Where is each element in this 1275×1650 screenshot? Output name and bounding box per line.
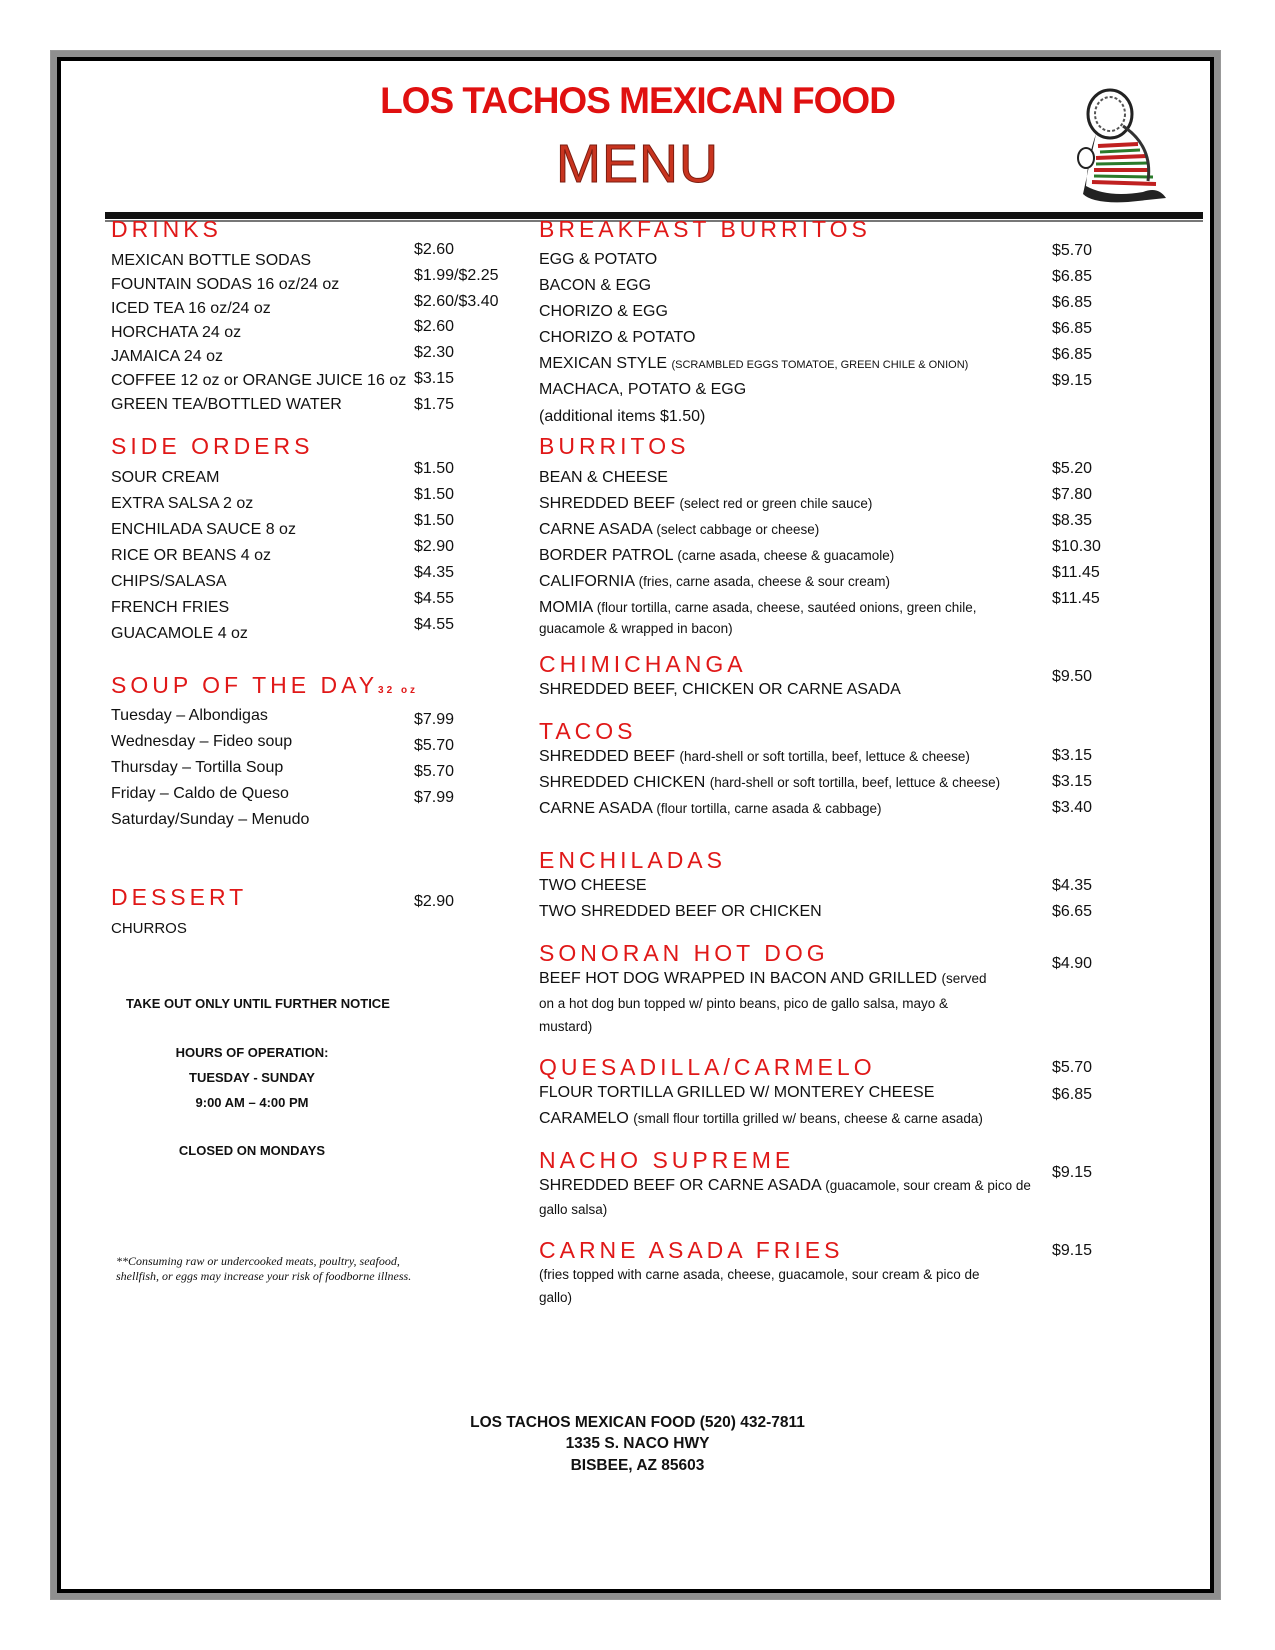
drink-item-name: COFFEE 12 oz or ORANGE JUICE 16 oz bbox=[111, 372, 407, 389]
carne-fries-desc-text: gallo) bbox=[539, 1290, 573, 1305]
burrito-item-name bbox=[539, 521, 819, 539]
nacho-item-name bbox=[539, 1177, 1031, 1195]
taco-item-desc: (flour tortilla, carne asada & cabbage) bbox=[656, 801, 882, 816]
drink-item-name: FOUNTAIN SODAS 16 oz/24 oz bbox=[111, 276, 340, 293]
burrito-item-price: $7.80 bbox=[1052, 486, 1093, 503]
carne-fries-heading: CARNE ASADA FRIES bbox=[539, 1237, 844, 1263]
burrito-item-title: BORDER PATROL bbox=[539, 547, 673, 564]
nacho-item-title: SHREDDED BEEF OR CARNE ASADA bbox=[539, 1177, 821, 1194]
breakfast-item-price: $5.70 bbox=[1052, 242, 1093, 259]
drink-item-price: $2.60/$3.40 bbox=[414, 293, 499, 310]
breakfast-item-title: MEXICAN STYLE bbox=[539, 355, 668, 372]
enchiladas-heading: ENCHILADAS bbox=[539, 847, 726, 873]
burrito-item-name bbox=[539, 547, 894, 565]
hot-dog-item-desc: on a hot dog bun topped w/ pinto beans, pico de gallo salsa, mayo & bbox=[539, 996, 949, 1011]
soup-item-price: $5.70 bbox=[414, 763, 455, 780]
closed-notice: CLOSED ON MONDAYS bbox=[178, 1143, 326, 1158]
tacos-heading: TACOS bbox=[539, 718, 637, 744]
drink-item-price: $3.15 bbox=[414, 370, 455, 387]
takeout-notice: TAKE OUT ONLY UNTIL FURTHER NOTICE bbox=[126, 996, 390, 1011]
nacho-item-desc: gallo salsa) bbox=[539, 1202, 608, 1217]
drink-item-price: $1.99/$2.25 bbox=[414, 267, 499, 284]
drink-item-name: GREEN TEA/BOTTLED WATER bbox=[111, 396, 342, 413]
soup-item-name: Tuesday – Albondigas bbox=[111, 707, 268, 724]
breakfast-item-name: CHORIZO & POTATO bbox=[539, 329, 696, 346]
burrito-item-price: $11.45 bbox=[1052, 590, 1100, 607]
hot-dog-item-desc-cont bbox=[539, 995, 948, 1013]
footer-address: 1335 S. NACO HWY bbox=[565, 1435, 710, 1452]
burrito-item-desc: (flour tortilla, carne asada, cheese, sautéed onions, green chile, bbox=[596, 600, 977, 615]
side-item-name: GUACAMOLE 4 oz bbox=[111, 625, 248, 642]
quesadilla-item-price: $6.85 bbox=[1052, 1086, 1093, 1103]
quesadilla-heading: QUESADILLA/CARMELO bbox=[539, 1054, 876, 1080]
breakfast-note: (additional items $1.50) bbox=[539, 408, 706, 425]
side-item-price: $1.50 bbox=[414, 460, 455, 477]
chimichanga-item-name: SHREDDED BEEF, CHICKEN OR CARNE ASADA bbox=[539, 681, 901, 698]
breakfast-item-name: CHORIZO & EGG bbox=[539, 303, 668, 320]
carne-fries-desc bbox=[539, 1266, 980, 1284]
quesadilla-item-name bbox=[539, 1110, 983, 1128]
hours-title: HOURS OF OPERATION: bbox=[175, 1045, 329, 1060]
burrito-item-name: BEAN & CHEESE bbox=[539, 469, 668, 486]
burrito-item-desc: (fries, carne asada, cheese & sour cream) bbox=[638, 574, 890, 589]
chimichanga-heading: CHIMICHANGA bbox=[539, 651, 747, 677]
burrito-item-name bbox=[539, 599, 977, 617]
side-item-price: $4.55 bbox=[414, 590, 455, 607]
hours-time: 9:00 AM – 4:00 PM bbox=[195, 1095, 309, 1110]
soup-item-name: Thursday – Tortilla Soup bbox=[111, 759, 284, 776]
drink-item-name: HORCHATA 24 oz bbox=[111, 324, 242, 341]
side-item-price: $1.50 bbox=[414, 486, 455, 503]
burrito-item-price: $5.20 bbox=[1052, 460, 1093, 477]
burrito-item-title: MOMIA bbox=[539, 599, 593, 616]
burrito-item-title: SHREDDED BEEF bbox=[539, 495, 676, 512]
breakfast-item-name: MACHACA, POTATO & EGG bbox=[539, 381, 747, 398]
nacho-item-desc: (guacamole, sour cream & pico de bbox=[825, 1178, 1031, 1193]
side-item-price: $4.55 bbox=[414, 616, 455, 633]
breakfast-item-name: EGG & POTATO bbox=[539, 251, 658, 268]
side-item-price: $1.50 bbox=[414, 512, 455, 529]
taco-item-price: $3.40 bbox=[1052, 799, 1093, 816]
side-item-name: SOUR CREAM bbox=[111, 469, 220, 486]
taco-item-desc: (hard-shell or soft tortilla, beef, lettuce & cheese) bbox=[709, 775, 1001, 790]
drink-item-price: $1.75 bbox=[414, 396, 455, 413]
breakfast-item-price: $9.15 bbox=[1052, 372, 1093, 389]
soup-item-price: $5.70 bbox=[414, 737, 455, 754]
burritos-heading: BURRITOS bbox=[539, 433, 690, 459]
dessert-heading: DESSERT bbox=[111, 884, 248, 910]
dessert-item-name: CHURROS bbox=[111, 920, 187, 937]
enchilada-item-price: $4.35 bbox=[1052, 877, 1093, 894]
soup-heading bbox=[111, 672, 418, 699]
burrito-item-title: CALIFORNIA bbox=[539, 573, 635, 590]
taco-item-price: $3.15 bbox=[1052, 773, 1093, 790]
soup-item-price: $7.99 bbox=[414, 711, 455, 728]
taco-item-title: SHREDDED CHICKEN bbox=[539, 774, 706, 791]
drink-item-price: $2.60 bbox=[414, 241, 455, 258]
breakfast-item-price: $6.85 bbox=[1052, 320, 1093, 337]
soup-item-price: $7.99 bbox=[414, 789, 455, 806]
hot-dog-item-desc-cont bbox=[539, 1018, 592, 1036]
taco-item-title: SHREDDED BEEF bbox=[539, 748, 676, 765]
hot-dog-item-price: $4.90 bbox=[1052, 955, 1093, 972]
nacho-item-price: $9.15 bbox=[1052, 1164, 1093, 1181]
drinks-heading: DRINKS bbox=[111, 216, 222, 242]
breakfast-item-desc: (SCRAMBLED EGGS TOMATOE, GREEN CHILE & ONION) bbox=[671, 359, 969, 371]
burrito-item-desc-cont bbox=[539, 620, 733, 638]
footer-city: BISBEE, AZ 85603 bbox=[570, 1457, 705, 1474]
hot-dog-item-name bbox=[539, 970, 986, 988]
nacho-item-desc-cont bbox=[539, 1201, 607, 1219]
menu-title: MENU bbox=[556, 134, 719, 194]
taco-item-name bbox=[539, 800, 882, 818]
enchilada-item-name: TWO SHREDDED BEEF OR CHICKEN bbox=[539, 903, 822, 920]
burrito-item-price: $11.45 bbox=[1052, 564, 1100, 581]
enchilada-item-name: TWO CHEESE bbox=[539, 877, 647, 894]
side-item-name: RICE OR BEANS 4 oz bbox=[111, 547, 272, 564]
drink-item-price: $2.60 bbox=[414, 318, 455, 335]
breakfast-item-name: BACON & EGG bbox=[539, 277, 652, 294]
chimichanga-item-price: $9.50 bbox=[1052, 668, 1093, 685]
breakfast-item-price: $6.85 bbox=[1052, 346, 1093, 363]
burrito-item-desc: (select cabbage or cheese) bbox=[656, 522, 820, 537]
side-item-price: $4.35 bbox=[414, 564, 455, 581]
nacho-heading: NACHO SUPREME bbox=[539, 1147, 795, 1173]
quesadilla-item-desc: (small flour tortilla grilled w/ beans, cheese & carne asada) bbox=[633, 1111, 983, 1126]
side-item-name: ENCHILADA SAUCE 8 oz bbox=[111, 521, 296, 538]
hot-dog-item-title: BEEF HOT DOG WRAPPED IN BACON AND GRILLED bbox=[539, 970, 937, 987]
taco-item-name bbox=[539, 774, 1000, 792]
footer-phone: LOS TACHOS MEXICAN FOOD (520) 432-7811 bbox=[470, 1414, 805, 1431]
taco-item-price: $3.15 bbox=[1052, 747, 1093, 764]
food-safety-warning: **Consuming raw or undercooked meats, poultry, seafood, shellfish, or eggs may increase your risk of foodborne illness. bbox=[116, 1254, 412, 1283]
side-item-name: FRENCH FRIES bbox=[111, 599, 230, 616]
breakfast-item-price: $6.85 bbox=[1052, 294, 1093, 311]
burrito-item-price: $10.30 bbox=[1052, 538, 1101, 555]
burrito-item-price: $8.35 bbox=[1052, 512, 1093, 529]
burrito-item-desc: (carne asada, cheese & guacamole) bbox=[677, 548, 895, 563]
hot-dog-heading: SONORAN HOT DOG bbox=[539, 940, 829, 966]
drink-item-name: ICED TEA 16 oz/24 oz bbox=[111, 300, 271, 317]
carne-fries-desc-cont bbox=[539, 1289, 572, 1307]
breakfast-burritos-heading: BREAKFAST BURRITOS bbox=[539, 216, 871, 242]
quesadilla-item-title: CARAMELO bbox=[539, 1110, 629, 1127]
side-item-name: CHIPS/SALASA bbox=[111, 573, 227, 590]
drink-item-price: $2.30 bbox=[414, 344, 455, 361]
soup-item-name: Saturday/Sunday – Menudo bbox=[111, 811, 310, 828]
carne-fries-price: $9.15 bbox=[1052, 1242, 1093, 1259]
enchilada-item-price: $6.65 bbox=[1052, 903, 1093, 920]
side-item-name: EXTRA SALSA 2 oz bbox=[111, 495, 254, 512]
mexican-figure-icon bbox=[1068, 86, 1178, 206]
burrito-item-desc: guacamole & wrapped in bacon) bbox=[539, 621, 733, 636]
soup-heading-text: SOUP OF THE DAY bbox=[111, 672, 379, 698]
hot-dog-item-desc: (served bbox=[941, 971, 987, 986]
breakfast-item-name bbox=[539, 355, 968, 373]
hot-dog-item-desc: mustard) bbox=[539, 1019, 593, 1034]
restaurant-name: LOS TACHOS MEXICAN FOOD bbox=[380, 80, 895, 121]
burrito-item-title: CARNE ASADA bbox=[539, 521, 652, 538]
soup-heading-size: 32 oz bbox=[378, 685, 419, 696]
soup-item-name: Wednesday – Fideo soup bbox=[111, 733, 293, 750]
burrito-item-name bbox=[539, 495, 872, 513]
burrito-item-desc: (select red or green chile sauce) bbox=[679, 496, 873, 511]
carne-fries-desc-text: (fries topped with carne asada, cheese, guacamole, sour cream & pico de bbox=[539, 1267, 980, 1282]
dessert-item-price: $2.90 bbox=[414, 893, 455, 910]
quesadilla-item-price: $5.70 bbox=[1052, 1059, 1093, 1076]
drink-item-name: MEXICAN BOTTLE SODAS bbox=[111, 252, 312, 269]
drink-item-name: JAMAICA 24 oz bbox=[111, 348, 224, 365]
taco-item-desc: (hard-shell or soft tortilla, beef, lettuce & cheese) bbox=[679, 749, 970, 764]
hours-days: TUESDAY - SUNDAY bbox=[189, 1070, 315, 1085]
burrito-item-name bbox=[539, 573, 890, 591]
breakfast-item-price: $6.85 bbox=[1052, 268, 1093, 285]
side-item-price: $2.90 bbox=[414, 538, 455, 555]
soup-item-name: Friday – Caldo de Queso bbox=[111, 785, 289, 802]
quesadilla-item-name: FLOUR TORTILLA GRILLED W/ MONTEREY CHEESE bbox=[539, 1084, 935, 1101]
taco-item-title: CARNE ASADA bbox=[539, 800, 652, 817]
taco-item-name bbox=[539, 748, 970, 766]
side-orders-heading: SIDE ORDERS bbox=[111, 433, 314, 459]
